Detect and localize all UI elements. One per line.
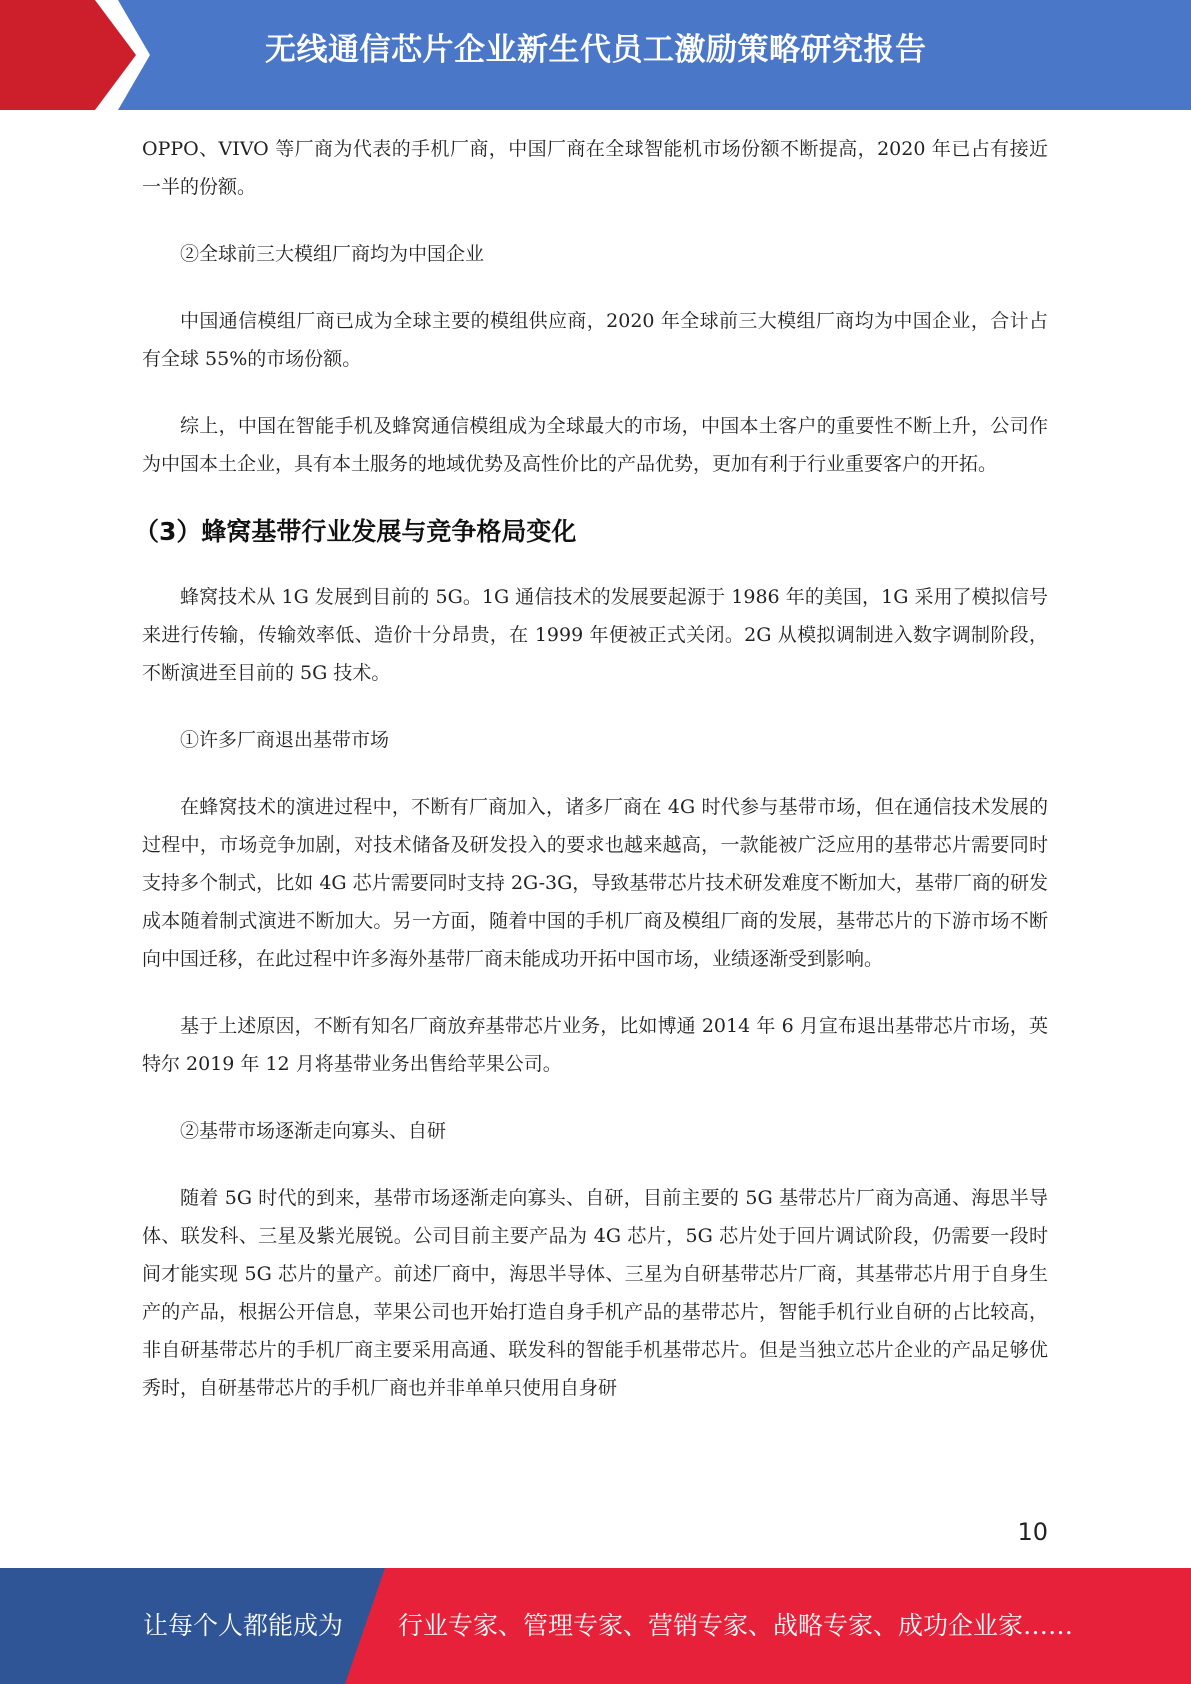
subheading: ①许多厂商退出基带市场 <box>180 729 390 751</box>
paragraph: 中国通信模组厂商已成为全球主要的模组供应商，2020 年全球前三大模组厂商均为中国企业，合计占有全球 55%的市场份额。 <box>142 310 1048 370</box>
page-number: 10 <box>1017 1518 1048 1546</box>
report-title: 无线通信芯片企业新生代员工激励策略研究报告 <box>265 32 927 68</box>
subheading: ②全球前三大模组厂商均为中国企业 <box>180 243 485 265</box>
footer-slogan-right: 行业专家、管理专家、营销专家、战略专家、成功企业家…… <box>398 1611 1074 1640</box>
paragraph: 综上，中国在智能手机及蜂窝通信模组成为全球最大的市场，中国本土客户的重要性不断上升，公司作为中国本土企业，具有本土服务的地域优势及高性价比的产品优势，更加有利于行业重要客户的开拓。 <box>142 415 1048 475</box>
section-heading: （3）蜂窝基带行业发展与竞争格局变化 <box>134 517 577 546</box>
subheading: ②基带市场逐渐走向寡头、自研 <box>180 1120 447 1142</box>
footer-slogan-left: 让每个人都能成为 <box>143 1611 344 1640</box>
paragraph: 基于上述原因，不断有知名厂商放弃基带芯片业务，比如博通 2014 年 6 月宣布退出基带芯片市场，英特尔 2019 年 12 月将基带业务出售给苹果公司。 <box>142 1015 1048 1075</box>
paragraph: 在蜂窝技术的演进过程中，不断有厂商加入，诸多厂商在 4G 时代参与基带市场，但在通信技术发展的过程中，市场竞争加剧，对技术储备及研发投入的要求也越来越高，一款能被广泛应用的基带芯片需要同时支持多个制式，比如 4G 芯片需要同时支持 2G-3G，导致基带芯片技术研发难度不断加大，基带厂商的研发成本随着制式演进不断加大。另一方面，随着中国的手机厂商及模组厂商的发展，基带芯片的下游市场不断向中国迁移，在此过程中许多海外基带厂商未能成功开拓中国市场，业绩逐渐受到影响。 <box>142 796 1048 970</box>
paragraph: 随着 5G 时代的到来，基带市场逐渐走向寡头、自研，目前主要的 5G 基带芯片厂商为高通、海思半导体、联发科、三星及紫光展锐。公司目前主要产品为 4G 芯片，5G 芯片处于回片调试阶段，仍需要一段时间才能实现 5G 芯片的量产。前述厂商中，海思半导体、三星为自研基带芯片厂商，其基带芯片用于自身生产的产品，根据公开信息，苹果公司也开始打造自身手机产品的基带芯片，智能手机行业自研的占比较高，非自研基带芯片的手机厂商主要采用高通、联发科的智能手机基带芯片。但是当独立芯片企业的产品足够优秀时，自研基带芯片的手机厂商也并非单单只使用自身研 <box>142 1187 1048 1399</box>
paragraph: OPPO、VIVO 等厂商为代表的手机厂商，中国厂商在全球智能机市场份额不断提高，2020 年已占有接近一半的份额。 <box>142 138 1048 198</box>
header-arrow-decoration <box>0 0 200 110</box>
page-footer <box>0 1568 1191 1684</box>
document-body <box>134 130 1048 1407</box>
page-header <box>0 0 1191 110</box>
paragraph: 蜂窝技术从 1G 发展到目前的 5G。1G 通信技术的发展要起源于 1986 年的美国，1G 采用了模拟信号来进行传输，传输效率低、造价十分昂贵，在 1999 年便被正式关闭。2G 从模拟调制进入数字调制阶段，不断演进至目前的 5G 技术。 <box>142 586 1048 684</box>
